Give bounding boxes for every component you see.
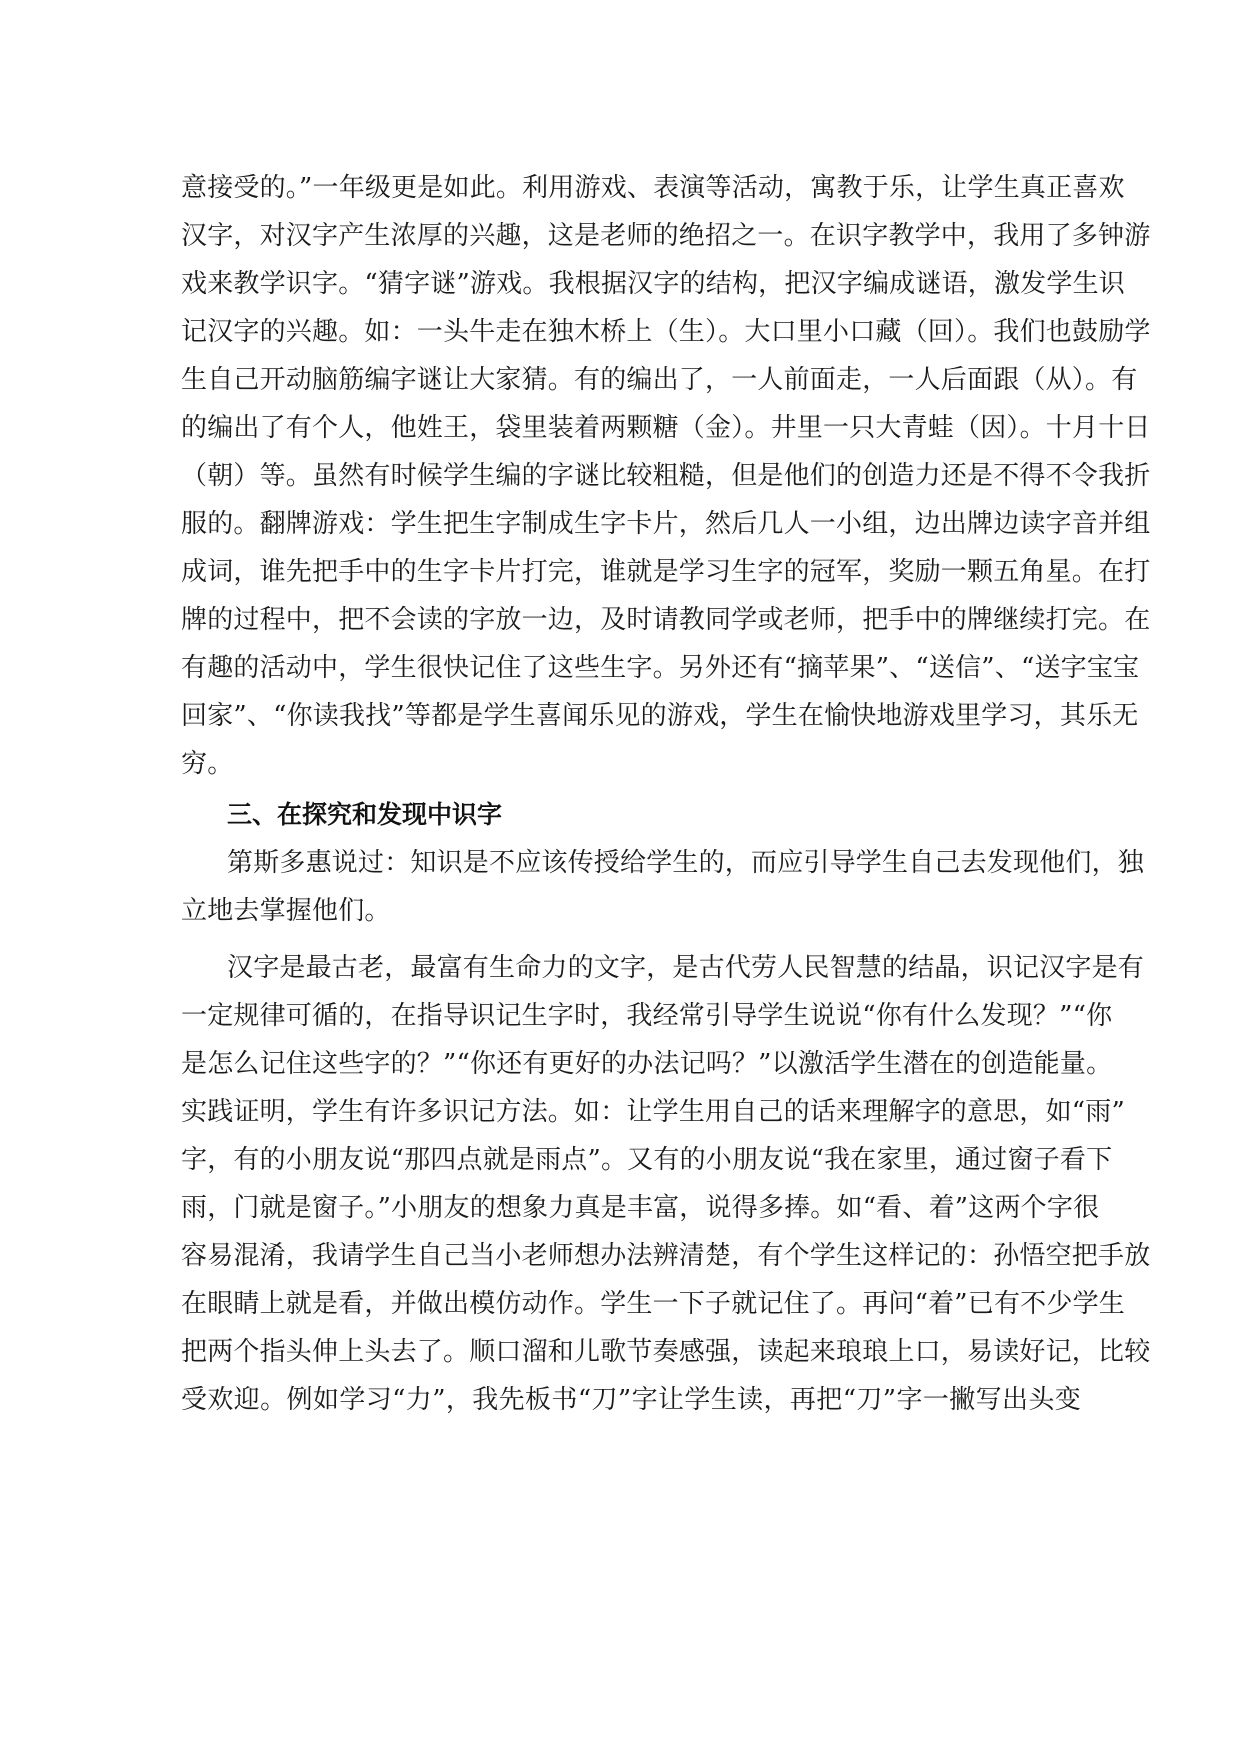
paragraph-1-line: 生自己开动脑筋编字谜让大家猜。有的编出了，一人前面走，一人后面跟（从）。有 — [181, 365, 1138, 395]
paragraph-1-line: 成词，谁先把手中的生字卡片打完，谁就是学习生字的冠军，奖励一颗五角星。在打 — [181, 557, 1151, 587]
paragraph-3-line: 一定规律可循的，在指导识记生字时，我经常引导学生说说“你有什么发现？”“你 — [181, 1001, 1113, 1031]
section-heading: 三、在探究和发现中识字 — [227, 800, 503, 829]
paragraph-1-line: 记汉字的兴趣。如：一头牛走在独木桥上（生）。大口里小口藏（回）。我们也鼓励学 — [181, 317, 1151, 347]
paragraph-3-line: 是怎么记住这些字的？”“你还有更好的办法记吗？”以激活学生潜在的创造能量。 — [181, 1049, 1113, 1079]
paragraph-3-line: 实践证明，学生有许多识记方法。如：让学生用自己的话来理解字的意思，如“雨” — [181, 1097, 1125, 1127]
paragraph-1-line: 穷。 — [181, 749, 234, 779]
paragraph-3-line: 容易混淆，我请学生自己当小老师想办法辨清楚，有个学生这样记的：孙悟空把手放 — [181, 1241, 1151, 1271]
paragraph-1-line: 意接受的。”一年级更是如此。利用游戏、表演等活动，寓教于乐，让学生真正喜欢 — [181, 173, 1125, 203]
paragraph-3-line: 在眼睛上就是看，并做出模仿动作。学生一下子就记住了。再问“着”已有不少学生 — [181, 1289, 1125, 1319]
paragraph-1-line: 服的。翻牌游戏：学生把生字制成生字卡片，然后几人一小组，边出牌边读字音并组 — [181, 509, 1151, 539]
paragraph-1-line: 汉字，对汉字产生浓厚的兴趣，这是老师的绝招之一。在识字教学中，我用了多钟游 — [181, 221, 1151, 251]
paragraph-1-line: 的编出了有个人，他姓王，袋里装着两颗糖（金）。井里一只大青蛙（因）。十月十日 — [181, 413, 1151, 443]
paragraph-3-line: 把两个指头伸上头去了。顺口溜和儿歌节奏感强，读起来琅琅上口，易读好记，比较 — [181, 1337, 1151, 1367]
paragraph-2-line: 第斯多惠说过：知识是不应该传授给学生的，而应引导学生自己去发现他们，独 — [227, 848, 1145, 878]
paragraph-2-line: 立地去掌握他们。 — [181, 896, 391, 926]
paragraph-3-line: 受欢迎。例如学习“力”，我先板书“刀”字让学生读，再把“刀”字一撇写出头变 — [181, 1385, 1081, 1415]
paragraph-1-line: 戏来教学识字。“猜字谜”游戏。我根据汉字的结构，把汉字编成谜语，激发学生识 — [181, 269, 1125, 299]
paragraph-3-line: 汉字是最古老，最富有生命力的文字，是古代劳人民智慧的结晶，识记汉字是有 — [227, 953, 1145, 983]
paragraph-1-line: 回家”、“你读我找”等都是学生喜闻乐见的游戏，学生在愉快地游戏里学习，其乐无 — [181, 701, 1139, 731]
paragraph-1-line: 有趣的活动中，学生很快记住了这些生字。另外还有“摘苹果”、“送信”、“送字宝宝 — [181, 653, 1140, 683]
paragraph-3-line: 雨，门就是窗子。”小朋友的想象力真是丰富，说得多捧。如“看、着”这两个字很 — [181, 1193, 1100, 1223]
paragraph-1-line: （朝）等。虽然有时候学生编的字谜比较粗糙，但是他们的创造力还是不得不令我折 — [181, 461, 1151, 491]
paragraph-1-line: 牌的过程中，把不会读的字放一边，及时请教同学或老师，把手中的牌继续打完。在 — [181, 605, 1151, 635]
paragraph-3-line: 字，有的小朋友说“那四点就是雨点”。又有的小朋友说“我在家里，通过窗子看下 — [181, 1145, 1113, 1175]
